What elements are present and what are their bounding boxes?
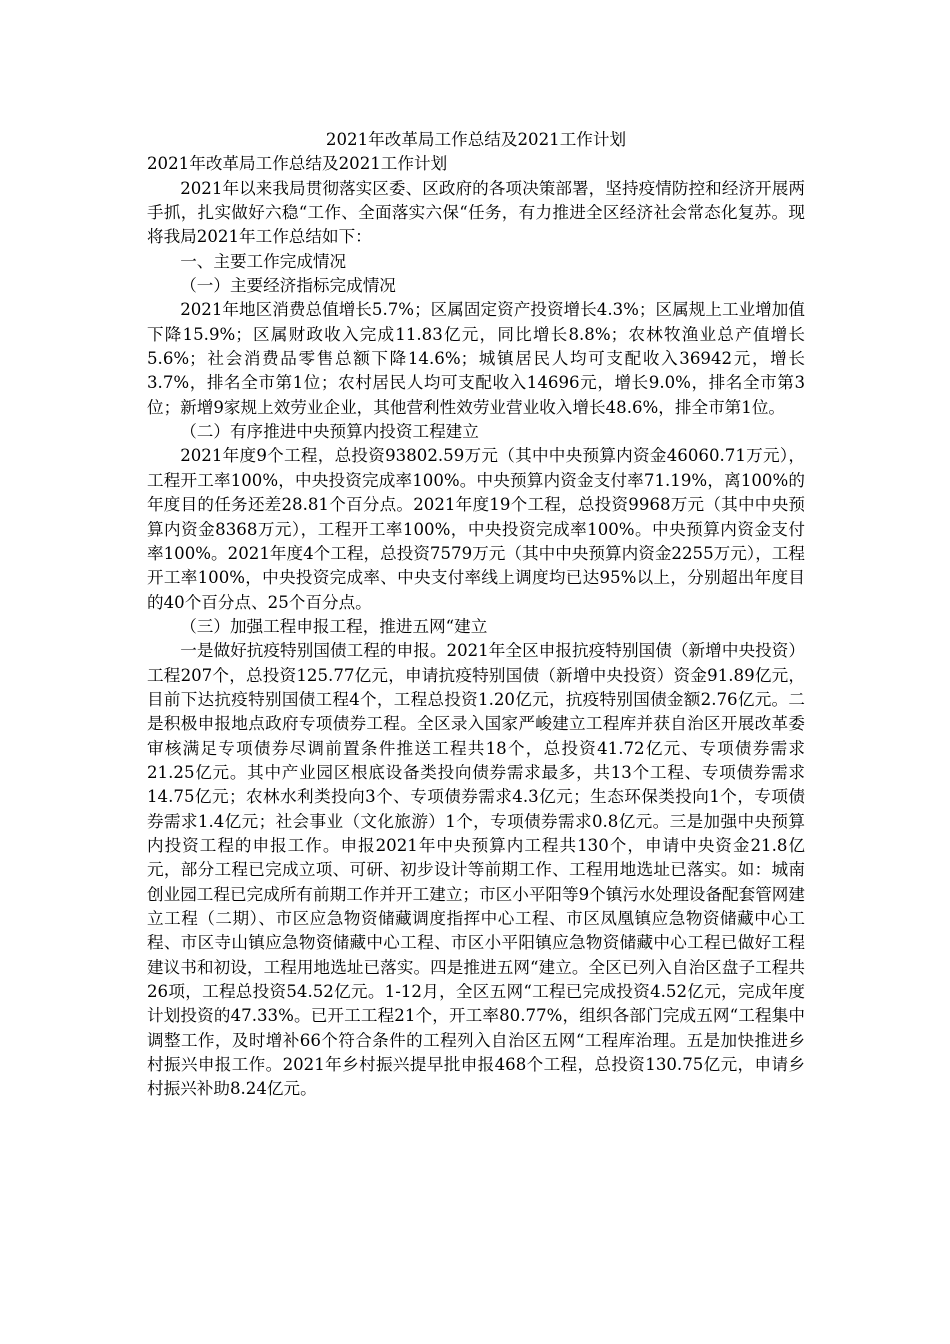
subsection-heading-1: （一）主要经济指标完成情况 <box>180 276 396 296</box>
section-heading-1: 一、主要工作完成情况 <box>180 251 347 271</box>
subsection-heading-2: （二）有序推进中央预算内投资工程建立 <box>180 422 479 442</box>
document-title: 2021年改革局工作总结及2021工作计划 <box>325 130 627 149</box>
document-subtitle: 2021年改革局工作总结及2021工作计划 <box>147 154 448 174</box>
document-page <box>147 128 805 1102</box>
economic-indicators-paragraph: 2021年地区消费总值增长5.7%；区属固定资产投资增长4.3%；区属规上工业增加值下降15.9%；区属财政收入完成11.83亿元，同比增长8.8%；农林牧渔业总产值增长5.6%；社会消费品零售总额下降14.6%；城镇居民人均可支配收入36942元，增长3.7%，排名全市第1位；农村居民人均可支配收入14696元，增长9.0%，排名全市第3位；新增9家规上效劳业企业，其他营利性效劳业营业收入增长48.6%，排全市第1位。 <box>147 300 805 417</box>
project-application-paragraph: 一是做好抗疫特别国债工程的申报。2021年全区申报抗疫特别国债（新增中央投资）工程207个，总投资125.77亿元，申请抗疫特别国债（新增中央投资）资金91.89亿元，目前下达抗疫特别国债工程4个，工程总投资1.20亿元，抗疫特别国债金额2.76亿元。二是积极申报地点政府专项债券工程。全区录入国家严峻建立工程库并获自治区开展改革委审核满足专项债券尽调前置条件推送工程共18个，总投资41.72亿元、专项债券需求21.25亿元。其中产业园区根底设备类投向债券需求最多，共13个工程、专项债券需求14.75亿元；农林水利类投向3个、专项债券需求4.3亿元；生态环保类投向1个，专项债券需求1.4亿元；社会事业（文化旅游）1个，专项债券需求0.8亿元。三是加强中央预算内投资工程的申报工作。申报2021年中央预算内工程共130个，申请中央资金21.8亿元，部分工程已完成立项、可研、初步设计等前期工作、工程用地选址已落实。如：城南创业园工程已完成所有前期工作并开工建立；市区小平阳等9个镇污水处理设备配套管网建立工程（二期）、市区应急物资储藏调度指挥中心工程、市区凤凰镇应急物资储藏中心工程、市区寺山镇应急物资储藏中心工程、市区小平阳镇应急物资储藏中心工程已做好工程建议书和初设，工程用地选址已落实。四是推进五网“建立。全区已列入自治区盘子工程共26项，工程总投资54.52亿元。1-12月，全区五网“工程已完成投资4.52亿元，完成年度计划投资的47.33%。已开工工程21个，开工率80.77%，组织各部门完成五网“工程集中调整工作，及时增补66个符合条件的工程列入自治区五网“工程库治理。五是加快推进乡村振兴申报工作。2021年乡村振兴提早批申报468个工程，总投资130.75亿元，申请乡村振兴补助8.24亿元。 <box>147 641 805 1099</box>
intro-paragraph: 2021年以来我局贯彻落实区委、区政府的各项决策部署，坚持疫情防控和经济开展两手抓，扎实做好六稳“工作、全面落实六保“任务，有力推进全区经济社会常态化复苏。现将我局2021年工作总结如下： <box>147 178 805 247</box>
subsection-heading-3: （三）加强工程申报工程，推进五网“建立 <box>180 616 488 636</box>
central-investment-paragraph: 2021年度9个工程，总投资93802.59万元（其中中央预算内资金46060.71万元），工程开工率100%，中央投资完成率100%。中央预算内资金支付率71.19%，离100%的年度目的任务还差28.81个百分点。2021年度19个工程，总投资9968万元（其中中央预算内资金8368万元），工程开工率100%，中央投资完成率100%。中央预算内资金支付率100%。2021年度4个工程，总投资7579万元（其中中央预算内资金2255万元），工程开工率100%，中央投资完成率、中央支付率线上调度均已达95%以上，分别超出年度目的40个百分点、25个百分点。 <box>147 446 805 612</box>
